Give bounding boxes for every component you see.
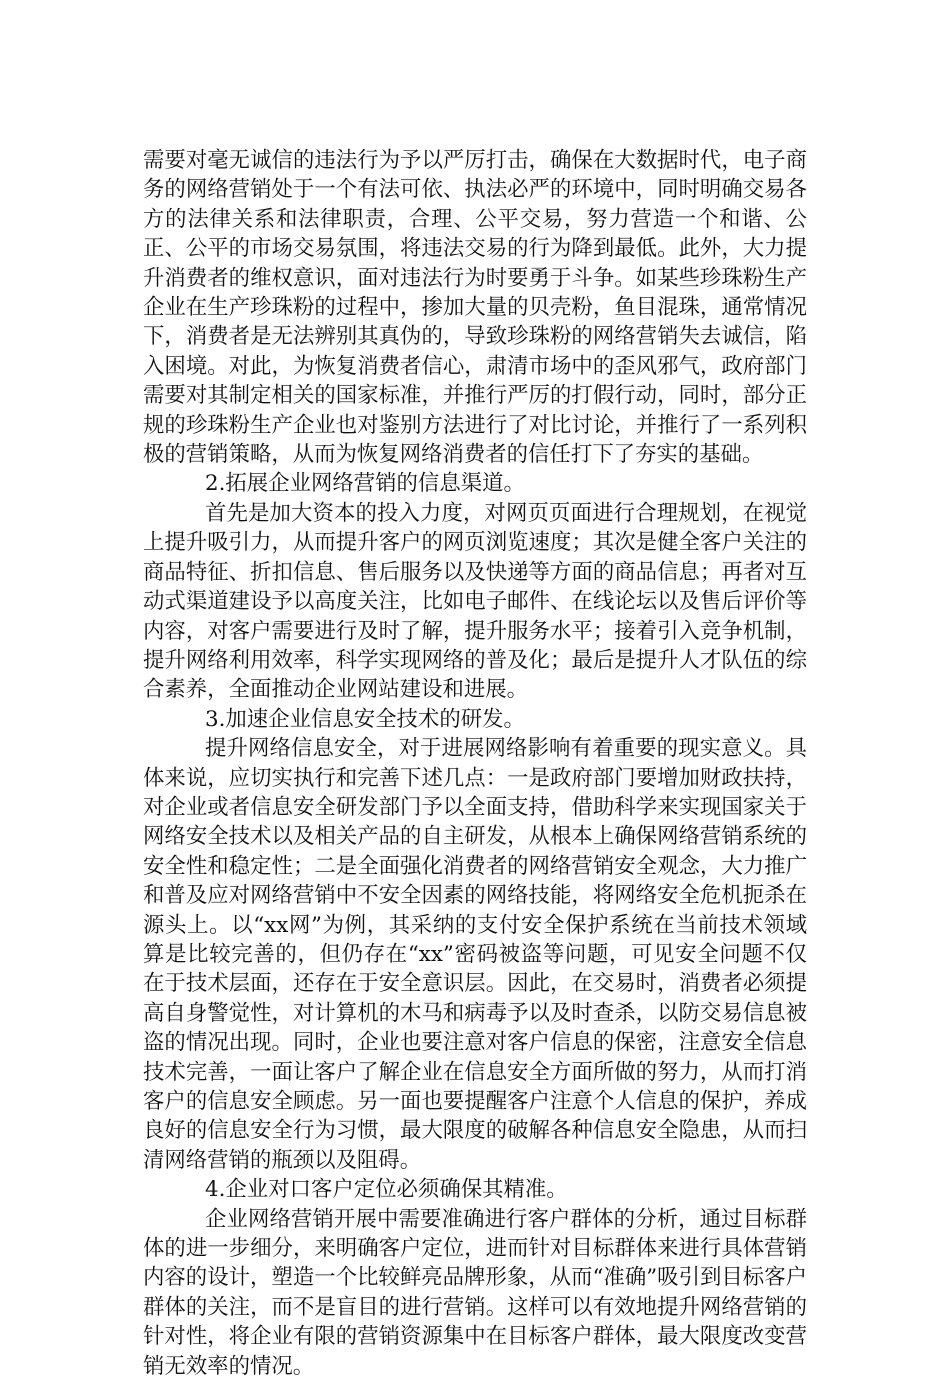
body-paragraph-3: 提升网络信息安全，对于进展网络影响有着重要的现实意义。具体来说，应切实执行和完善下述几点：一是政府部门要增加财政扶持，对企业或者信息安全研发部门予以全面支持，借助科学来实现国家关于网络安全技术以及相关产品的自主研发，从根本上确保网络营销系统的安全性和稳定性；二是全面强化消费者的网络营销安全观念，大力推广和普及应对网络营销中不安全因素的网络技能，将网络安全危机扼杀在源头上。以“xx网”为例，其采纳的支付安全保护系统在当前技术领域算是比较完善的，但仍存在“xx”密码被盗等问题，可见安全问题不仅在于技术层面，还存在于安全意识层。因此，在交易时，消费者必须提高自身警觉性，对计算机的木马和病毒予以及时查杀，以防交易信息被盗的情况出现。同时，企业也要注意对客户信息的保密，注意安全信息技术完善，一面让客户了解企业在信息安全方面所做的努力，从而打消客户的信息安全顾虑。另一面也要提醒客户注意个人信息的保护，养成良好的信息安全行为习惯，最大限度的破解各种信息安全隐患，从而扫清网络营销的瓶颈以及阻碍。 — [143, 736, 807, 1173]
document-page — [143, 146, 807, 1381]
body-paragraph-2: 首先是加大资本的投入力度，对网页页面进行合理规划，在视觉上提升吸引力，从而提升客户的网页浏览速度；其次是健全客户关注的商品特征、折扣信息、售后服务以及快递等方面的商品信息；再者对互动式渠道建设予以高度关注，比如电子邮件、在线论坛以及售后评价等内容，对客户需要进行及时了解，提升服务水平；接着引入竞争机制，提升网络利用效率，科学实现网络的普及化；最后是提升人才队伍的综合素养，全面推动企业网站建设和进展。 — [143, 500, 807, 703]
section-heading-2: 2.拓展企业网络营销的信息渠道。 — [205, 471, 525, 497]
body-paragraph-4: 企业网络营销开展中需要准确进行客户群体的分析，通过目标群体的进一步细分，来明确客户定位，进而针对目标群体来进行具体营销内容的设计，塑造一个比较鲜亮品牌形象，从而“准确”吸引到目标客户群体的关注，而不是盲目的进行营销。这样可以有效地提升网络营销的针对性，将企业有限的营销资源集中在目标客户群体，最大限度改变营销无效率的情况。 — [143, 1206, 807, 1379]
section-heading-3: 3.加速企业信息安全技术的研发。 — [205, 706, 525, 732]
body-paragraph-1: 需要对毫无诚信的违法行为予以严厉打击，确保在大数据时代，电子商务的网络营销处于一个有法可依、执法必严的环境中，同时明确交易各方的法律关系和法律职责，合理、公平交易，努力营造一个和谐、公正、公平的市场交易氛围，将违法交易的行为降到最低。此外，大力提升消费者的维权意识，面对违法行为时要勇于斗争。如某些珍珠粉生产企业在生产珍珠粉的过程中，掺加大量的贝壳粉，鱼目混珠，通常情况下，消费者是无法辨别其真伪的，导致珍珠粉的网络营销失去诚信，陷入困境。对此，为恢复消费者信心，肃清市场中的歪风邪气，政府部门需要对其制定相关的国家标准，并推行严厉的打假行动，同时，部分正规的珍珠粉生产企业也对鉴别方法进行了对比讨论，并推行了一系列积极的营销策略，从而为恢复网络消费者的信任打下了夯实的基础。 — [143, 148, 807, 468]
section-heading-4: 4.企业对口客户定位必须确保其精准。 — [205, 1177, 568, 1203]
